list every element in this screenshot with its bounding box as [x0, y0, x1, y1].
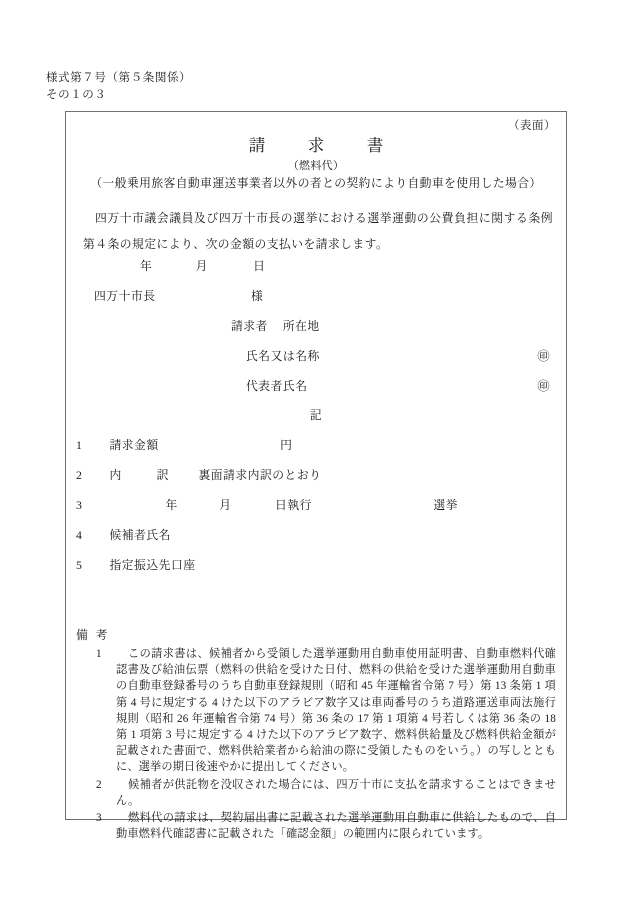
item-5-label: 指定振込先口座 — [109, 558, 196, 572]
date-line — [140, 257, 265, 274]
page-title: 請 求 書 — [248, 136, 397, 155]
addressee-name: 四万十市長 — [94, 289, 156, 303]
seal-icon-representative: ㊞ — [537, 379, 550, 393]
item-breakdown — [76, 466, 321, 483]
note-2-number: 2 — [96, 778, 102, 791]
note-item — [90, 810, 556, 842]
item-claim-amount — [76, 436, 292, 453]
document-subtitle: （燃料代） — [287, 160, 345, 172]
note-item — [90, 646, 556, 776]
form-number-header — [46, 70, 191, 104]
item-3-year-label: 年 — [165, 498, 178, 512]
item-4-number: 4 — [76, 528, 83, 542]
item-candidate-name — [76, 526, 171, 543]
ki-mark: 記 — [309, 408, 323, 422]
seal-icon: ㊞ — [537, 349, 550, 363]
item-3-number: 3 — [76, 498, 83, 512]
item-1-label: 請求金額 — [109, 438, 159, 452]
date-year-label: 年 — [140, 259, 153, 273]
note-3-number: 3 — [96, 812, 102, 825]
note-3-text: 燃料代の請求は、契約届出書に記載された選挙運動用自動車に供給したもので、自動車燃料代確認書に記載された「確認金額」の範囲内に限られています。 — [116, 812, 556, 841]
note-1-text: この請求書は、候補者から受領した選挙運動用自動車使用証明書、自動車燃料代確認書及び給油伝票（燃料の供給を受けた日付、燃料の供給を受けた選挙運動用自動車の自動車登録番号のうち自動車登録規則（昭和 45 年運輸省令第 7 号）第 13 条第 1 項第 4 号に規定する 4 けた以下のアラビア数字又は車両番号のうち道路運送車両法施行規則（昭和 26 年運輸省令第 74 号）第 36 条の 17 第 1 項第 4 号若しくは第 36 条の 18 第 1 項第 3 号に規定する 4 けた以下のアラビア数字、燃料供給量及び燃料供給金額が記載された書面で、燃料供給業者から給油の際に受領したものをいう。）の写しとともに、選挙の期日後速やかに提出してください。 — [116, 648, 556, 774]
representative-name-label: 代表者氏名 — [246, 379, 308, 393]
item-2-detail: 裏面請求内訳のとおり — [198, 468, 322, 482]
form-sub-number: その１の３ — [46, 89, 107, 101]
claimant-label: 請求者 — [231, 319, 268, 333]
item-2-label-part1: 内 — [109, 468, 122, 482]
claimant-name-label: 氏名又は名称 — [246, 349, 320, 363]
item-1-number: 1 — [76, 438, 83, 452]
notes-list — [90, 646, 556, 843]
item-2-label-part2: 訳 — [156, 468, 169, 482]
notes-title: 備考 — [76, 628, 116, 642]
note-1-number: 1 — [96, 648, 102, 660]
item-3-day-exec-label: 日執行 — [274, 498, 312, 512]
item-3-month-label: 月 — [219, 498, 232, 512]
addressee — [94, 287, 263, 304]
item-5-number: 5 — [76, 558, 83, 572]
addressee-honorific: 様 — [250, 289, 264, 303]
item-1-unit: 円 — [280, 438, 293, 452]
item-3-election-label: 選挙 — [433, 498, 458, 512]
intro-paragraph: 四万十市議会議員及び四万十市長の選挙における選挙運動の公費負担に関する条例第４条の規定により、次の金額の支払いを請求します。 — [83, 211, 553, 251]
item-bank-account — [76, 556, 196, 573]
side-label: （表面） — [508, 120, 556, 132]
claimant-representative-row — [246, 377, 566, 394]
note-item — [90, 777, 556, 809]
form-body — [65, 111, 567, 841]
date-month-label: 月 — [195, 259, 208, 273]
item-election-date — [76, 496, 458, 513]
item-2-number: 2 — [76, 468, 83, 482]
document-scope-note: （一般乗用旅客自動車運送事業者以外の者との契約により自動車を使用した場合） — [90, 176, 542, 190]
claimant-address-label: 所在地 — [282, 319, 320, 333]
item-4-label: 候補者氏名 — [109, 528, 171, 542]
form-number: 様式第７号（第５条関係） — [46, 72, 192, 84]
claimant-name-row — [246, 347, 566, 364]
note-2-text: 候補者が供託物を没収された場合には、四万十市に支払を請求することはできません。 — [116, 778, 556, 807]
date-day-label: 日 — [253, 259, 266, 273]
claimant-address-row — [231, 317, 551, 334]
